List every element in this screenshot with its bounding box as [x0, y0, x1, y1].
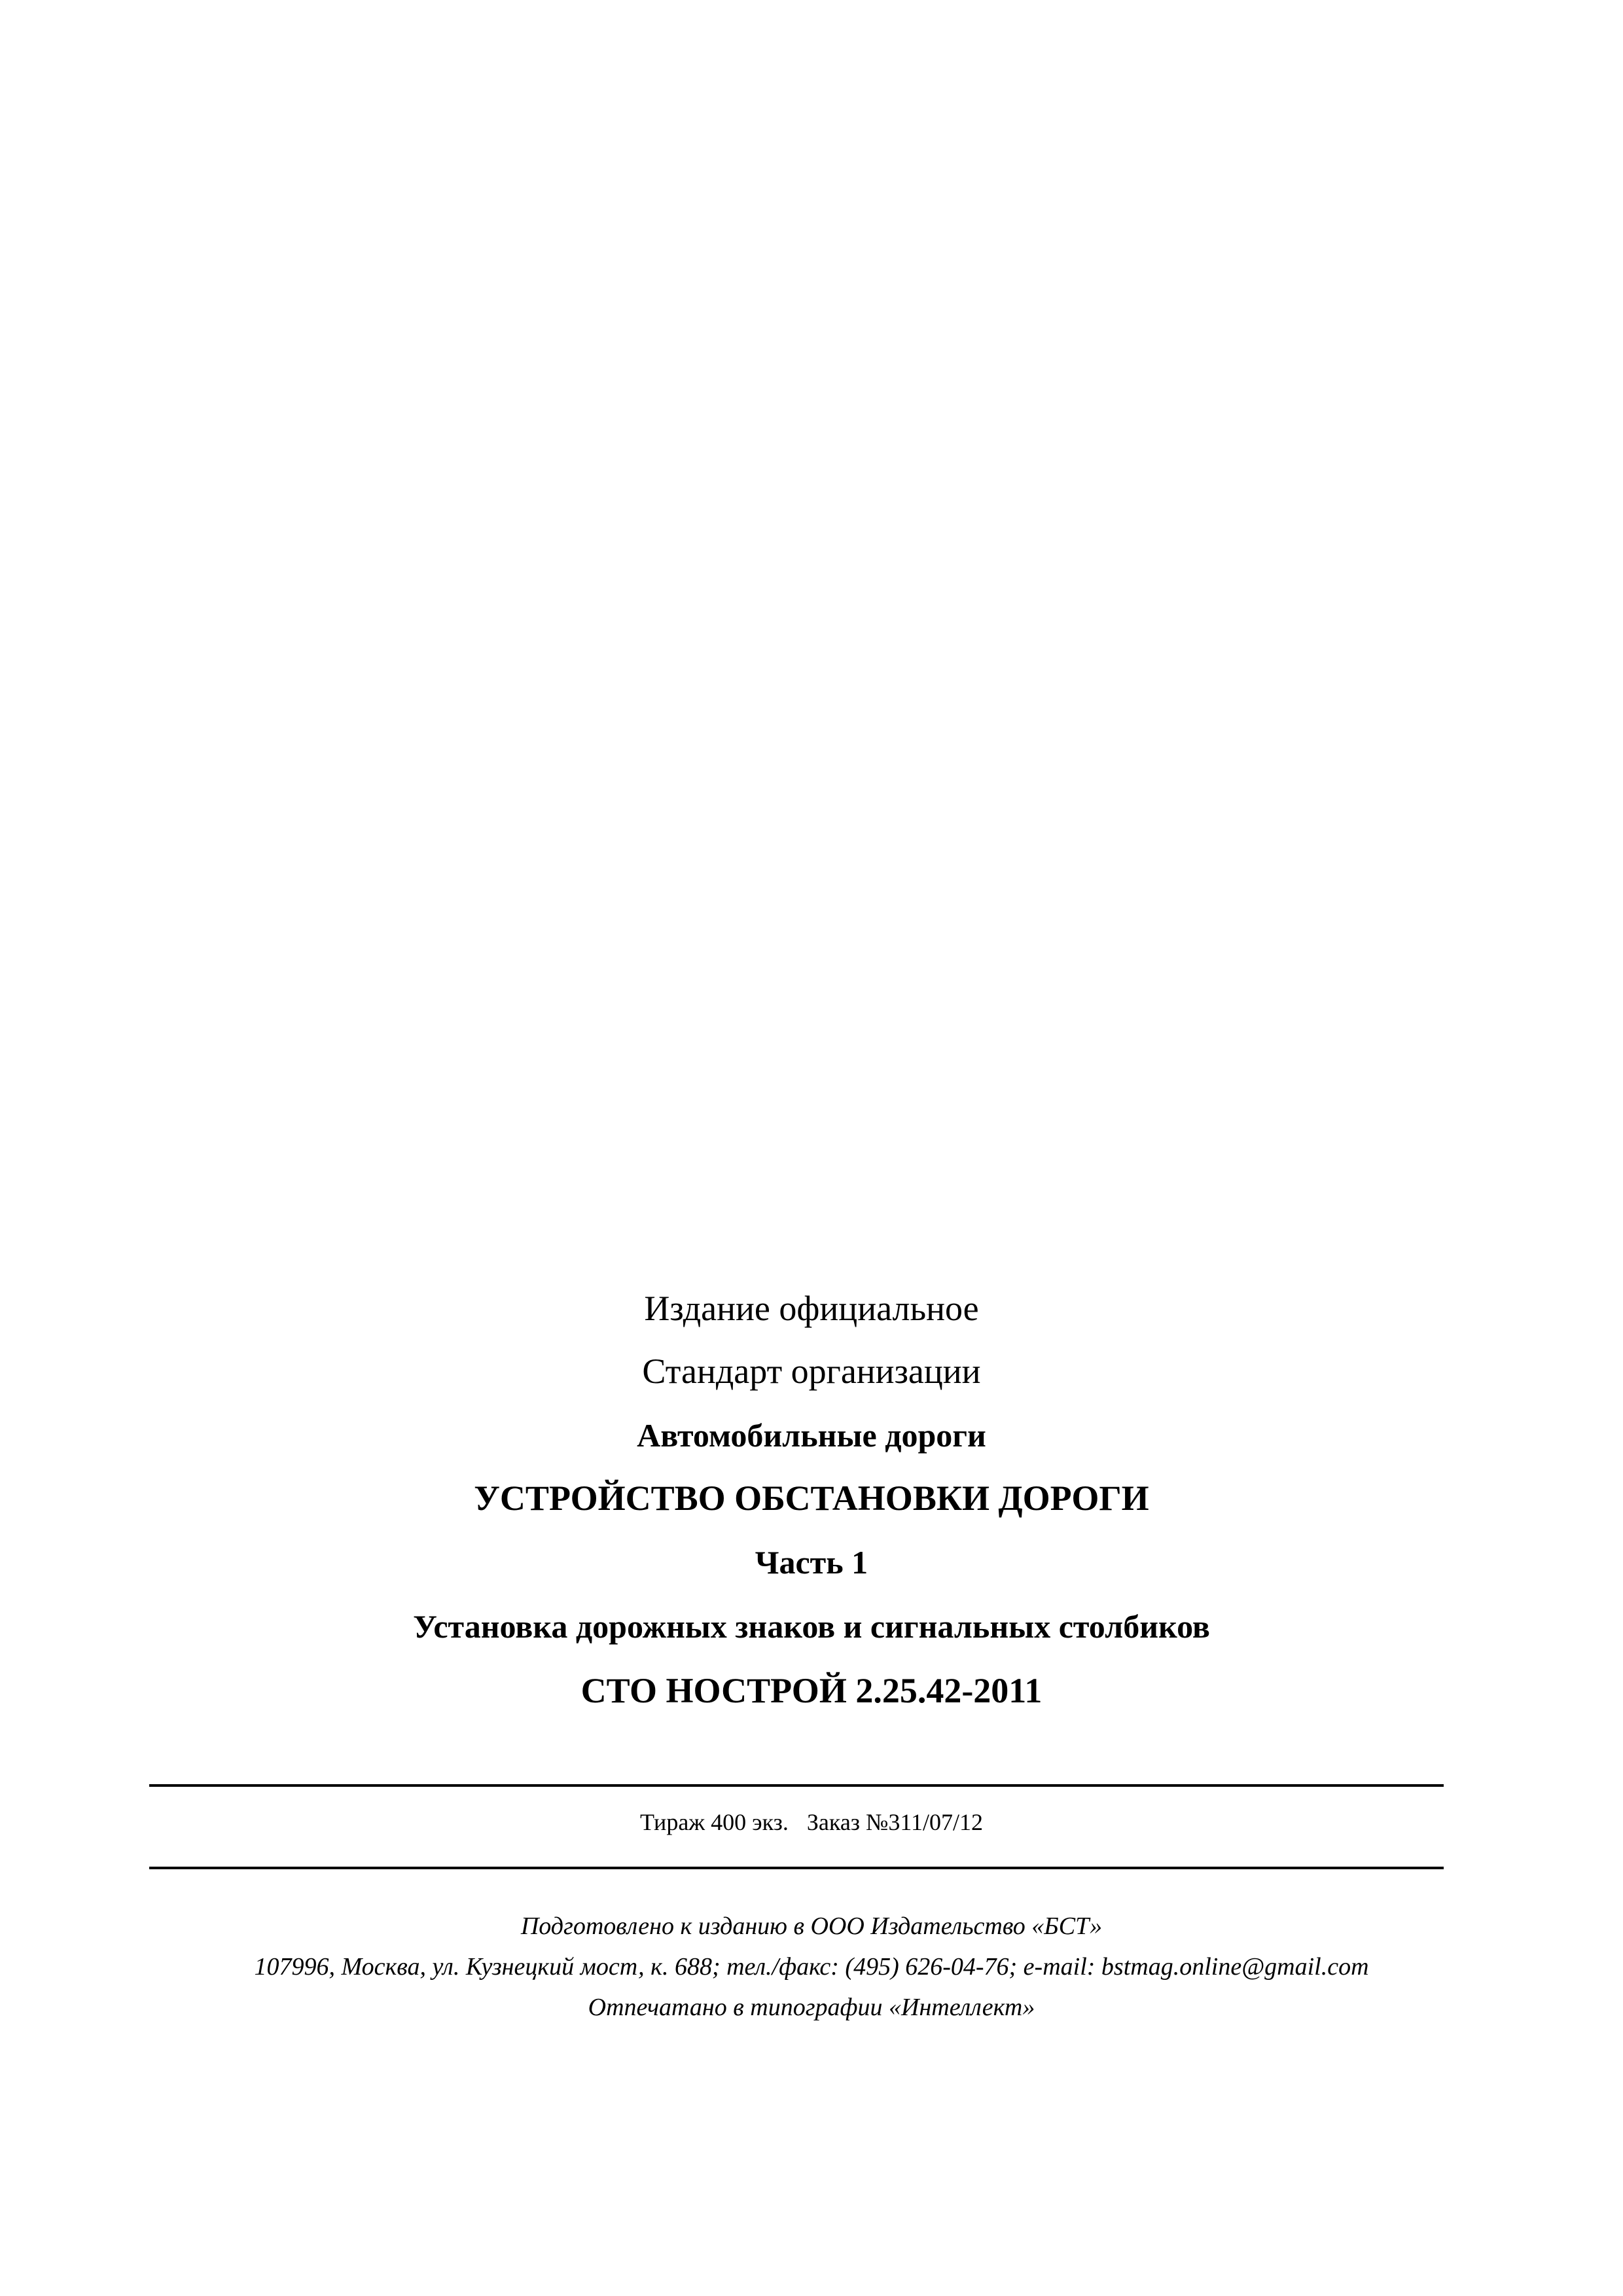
bottom-divider [149, 1867, 1444, 1869]
print-info [0, 1810, 1623, 1834]
standard-code: СТО НОСТРОЙ 2.25.42-2011 [580, 1671, 1043, 1710]
imprint-printed: Отпечатано в типографии «Интеллект» [588, 1994, 1035, 2021]
imprint-prepared: Подготовлено к изданию в ООО Издательство «БСТ» [520, 1912, 1103, 1940]
order-number-text: Заказ №311/07/12 [806, 1809, 984, 1835]
edition-label: Издание официальное [644, 1289, 979, 1328]
document-title: УСТРОЙСТВО ОБСТАНОВКИ ДОРОГИ [474, 1479, 1149, 1518]
document-subtitle: Установка дорожных знаков и сигнальных столбиков [413, 1608, 1210, 1645]
category-label: Автомобильные дороги [637, 1417, 986, 1454]
part-label: Часть 1 [755, 1544, 868, 1581]
standard-type-label: Стандарт организации [642, 1352, 981, 1391]
top-divider [149, 1784, 1444, 1787]
imprint-address: 107996, Москва, ул. Кузнецкий мост, к. 688; тел./факс: (495) 626-04-76; e-mail: bstmag.online@gmail.com [254, 1953, 1369, 1981]
circulation-text: Тираж 400 экз. [639, 1809, 789, 1835]
